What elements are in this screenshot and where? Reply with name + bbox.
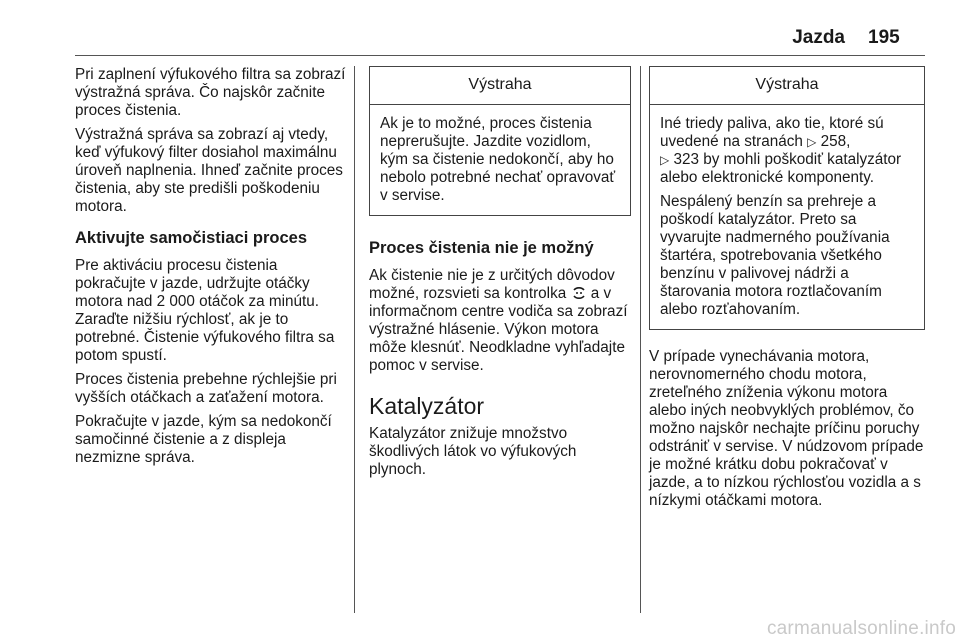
column-left (75, 66, 347, 473)
text: a v informačnom centre vodiča sa zobrazí výstražné hlásenie. Výkon motora môže klesnúť. Neodkladne vyhľadajte pomoc v servise. (369, 285, 628, 374)
chapter-title: Jazda (792, 27, 845, 48)
watermark: carmanualsonline.info (766, 618, 956, 639)
page-reference-icon: ▷ (807, 135, 817, 149)
page-reference-icon: ▷ (660, 153, 670, 167)
warning-body (370, 105, 630, 215)
page-header (0, 0, 960, 60)
warning-text: Ak je to možné, proces čistenia neprerušujte. Jazdite vozidlom, kým sa čistenie nedokončí, aby ho nebolo potrebné nechať opravovať v servise. (380, 115, 616, 204)
text: 323 by mohli poškodiť katalyzátor alebo elektronické komponenty. (660, 151, 902, 186)
paragraph (369, 267, 631, 375)
warning-body (650, 105, 924, 329)
column-middle (369, 66, 631, 485)
text: Ak čistenie nie je z určitých dôvodov možné, rozsvieti sa kontrolka (369, 267, 615, 302)
paragraph: Pri zaplnení výfukového filtra sa zobrazí výstražná správa. Čo najskôr začnite proces čistenia. (75, 66, 346, 119)
column-right (649, 66, 925, 516)
paragraph: Výstražná správa sa zobrazí aj vtedy, keď výfukový filter dosiahol maximálnu úroveň naplnenia. Ihneď začnite proces čistenia, aby ste predišli poškodeniu motora. (75, 126, 343, 215)
paragraph: Proces čistenia prebehne rýchlejšie pri vyšších otáčkach a zaťažení motora. (75, 371, 337, 406)
paragraph: Pokračujte v jazde, kým sa nedokončí samočinné čistenie a z displeja nezmizne správa. (75, 413, 332, 466)
warning-box (649, 66, 925, 330)
section-heading: Aktivujte samočistiaci proces (75, 229, 308, 247)
paragraph: Katalyzátor znižuje množstvo škodlivých látok vo výfukových plynoch. (369, 425, 577, 478)
column-divider-1 (354, 66, 355, 613)
warning-text: Nespálený benzín sa prehreje a poškodí katalyzátor. Preto sa vyvarujte nadmerného používania štartéra, spotrebovania všetkého benzínu v palivovej nádrži a štarovania motora roztlačovaním alebo rozťahovaním. (660, 193, 890, 318)
warning-title: Výstraha (650, 67, 924, 105)
section-heading: Proces čistenia nie je možný (369, 239, 594, 257)
page-ref: 258, (820, 133, 851, 150)
paragraph: V prípade vynechávania motora, nerovnomerného chodu motora, zreteľného zníženia výkonu motora alebo iných neobvyklých problémov, čo možno najskôr nechajte príčinu poruchy odstrániť v servise. V núdzovom prípade je možné krátku dobu pokračovať v jazde, a to nízkou rýchlosťou vozidla a s nízkymi otáčkami motora. (649, 348, 924, 509)
page-number: 195 (868, 27, 900, 48)
column-divider-2 (640, 66, 641, 613)
paragraph: Pre aktiváciu procesu čistenia pokračujte v jazde, udržujte otáčky motora nad 2 000 otáčok za minútu. Zaraďte nižšiu rýchlosť, ak je to potrebné. Čistenie výfukového filtra sa potom spustí. (75, 257, 335, 364)
filter-warning-icon (571, 285, 587, 302)
warning-box (369, 66, 631, 216)
warning-title: Výstraha (370, 67, 630, 105)
section-title: Katalyzátor (369, 393, 485, 419)
text: Iné triedy paliva, ako tie, ktoré sú uvedené na stranách (660, 115, 884, 150)
header-rule (75, 55, 925, 56)
warning-text (660, 115, 914, 187)
